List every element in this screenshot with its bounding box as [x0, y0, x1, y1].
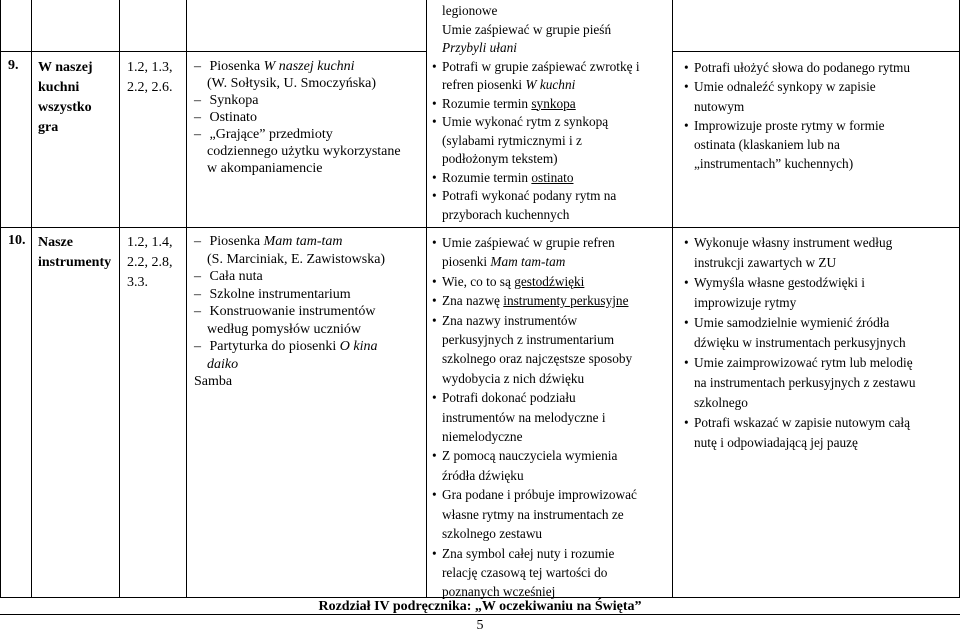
text-run: poznanych wcześniej: [442, 584, 556, 600]
text-run: Z pomocą nauczyciela wymienia: [442, 448, 618, 464]
lesson-content: [194, 58, 401, 177]
text-run: Przybyli ułani: [442, 40, 517, 55]
text-line: [194, 126, 401, 143]
lesson-title-line: Nasze: [38, 235, 73, 250]
text-run: źródła dźwięku: [442, 467, 524, 483]
text-run: Improwizuje proste rytmy w formie: [694, 117, 885, 133]
bullet-marker: •: [684, 355, 689, 370]
text-line: [432, 169, 640, 188]
text-line: [684, 293, 916, 313]
bullet-marker: •: [684, 60, 689, 75]
text-run: refren piosenki: [442, 77, 526, 92]
text-run: Gra podane i próbuje improwizować: [442, 487, 637, 503]
lesson-title-line: gra: [38, 120, 59, 135]
text-line: [432, 446, 637, 465]
text-run: Potrafi dokonać podziału: [442, 390, 576, 406]
text-run: codziennego użytku wykorzystane: [207, 144, 401, 159]
text-run: daiko: [207, 356, 239, 372]
text-line: [194, 58, 401, 75]
text-run: Potrafi w grupie zaśpiewać zwrotkę i: [442, 58, 640, 74]
text-run: (S. Marciniak, E. Zawistowska): [207, 251, 386, 267]
text-run: podłożonym tekstem): [442, 151, 558, 166]
lesson-title-line: wszystko: [38, 100, 92, 115]
lesson-title: [38, 58, 93, 138]
lesson-title-line: instrumenty: [38, 255, 112, 270]
text-run: Umie wykonać rytm z synkopą: [442, 114, 609, 129]
text-run: (sylabami rytmicznymi i z: [442, 132, 582, 148]
row-divider-extended-header: [672, 51, 960, 52]
curriculum-code-line: 3.3.: [127, 275, 148, 290]
text-run: Umie samodzielnie wymienić źródła: [694, 315, 890, 330]
text-run: O kina: [339, 339, 378, 354]
text-run: Wykonuje własny instrument według: [694, 235, 893, 250]
text-line: [684, 233, 916, 253]
text-line: [432, 408, 637, 427]
dash-marker: –: [194, 110, 201, 125]
text-run: „instrumentach” kuchennych): [694, 156, 854, 172]
dash-marker: –: [194, 339, 201, 354]
bullet-marker: •: [432, 390, 437, 406]
text-line: [432, 76, 640, 95]
text-run: Mam tam-tam: [263, 234, 343, 249]
text-run: Wymyśla własne gestodźwięki i: [694, 275, 865, 290]
bullet-marker: •: [432, 545, 437, 561]
text-line: [194, 321, 385, 339]
column-divider-2: [119, 0, 120, 598]
curriculum-code-line: 1.2, 1.4,: [127, 235, 173, 250]
text-line: [684, 253, 916, 273]
text-run: ostinata (klaskaniem lub na: [694, 137, 840, 153]
text-line: [432, 563, 637, 582]
text-line: [194, 373, 385, 391]
text-line: [684, 413, 916, 433]
bullet-marker: •: [432, 312, 437, 328]
dash-marker: –: [194, 269, 201, 284]
text-run: relację czasową tej wartości do: [442, 564, 608, 580]
bullet-marker: •: [684, 79, 689, 95]
text-line: [194, 143, 401, 160]
text-line: [684, 393, 916, 413]
dash-marker: –: [194, 304, 201, 319]
text-run: ostinato: [531, 169, 574, 185]
text-run: piosenki: [442, 254, 491, 270]
text-line: [432, 291, 637, 310]
curriculum-code-line: 2.2, 2.6.: [127, 80, 173, 95]
text-run: szkolnego oraz najczęstsze sposoby: [442, 351, 633, 367]
text-line: [432, 427, 637, 446]
text-line: [432, 58, 640, 77]
bullet-marker: •: [432, 95, 437, 111]
text-line: [432, 21, 640, 40]
text-line: [684, 77, 910, 96]
dash-marker: –: [194, 59, 201, 74]
text-line: [684, 273, 916, 293]
text-run: Potrafi ułożyć słowa do podanego rytmu: [694, 60, 911, 75]
lesson-title-line: W naszej: [38, 60, 93, 75]
extended-requirements: [684, 58, 910, 174]
text-line: [194, 160, 401, 177]
text-line: [432, 544, 637, 563]
text-line: [684, 433, 916, 453]
bullet-marker: •: [432, 114, 437, 129]
text-run: Zna symbol całej nuty i rozumie: [442, 545, 615, 561]
lesson-number-text: 9.: [8, 58, 19, 73]
text-line: [684, 154, 910, 173]
text-run: synkopa: [531, 95, 576, 111]
text-line: [432, 466, 637, 485]
text-run: własne rytmy na instrumentach ze: [442, 506, 624, 522]
text-run: w akompaniamencie: [207, 161, 323, 176]
text-line: [432, 311, 637, 330]
row-divider-header: [0, 51, 426, 52]
bullet-marker: •: [432, 273, 437, 289]
text-run: (W. Sołtysik, U. Smoczyńska): [207, 76, 377, 91]
text-line: [432, 505, 637, 524]
text-line: [194, 356, 385, 374]
page-number-text: 5: [476, 618, 484, 633]
lesson-content: [194, 233, 385, 391]
text-line: [432, 206, 640, 225]
text-line: [432, 349, 637, 368]
text-run: gestodźwięki: [514, 273, 585, 289]
lesson-number: [8, 233, 26, 249]
text-line: [194, 286, 385, 304]
text-run: W naszej kuchni: [263, 59, 355, 74]
basic-requirements: [432, 2, 640, 224]
text-run: „Grające” przedmioty: [209, 127, 333, 142]
text-run: przyborach kuchennych: [442, 206, 570, 222]
text-line: [432, 39, 640, 58]
text-line: [432, 150, 640, 169]
basic-requirements: [432, 233, 637, 602]
text-run: Umie zaśpiewać w grupie pieśń: [442, 21, 612, 37]
text-run: Zna nazwę: [442, 293, 504, 309]
lesson-title-line: kuchni: [38, 80, 80, 95]
row-divider-9-10: [0, 227, 960, 228]
chapter-heading: [0, 598, 960, 615]
text-run: Wie, co to są: [442, 273, 515, 289]
bullet-marker: •: [684, 275, 689, 290]
text-run: Cała nuta: [209, 269, 263, 284]
text-line: [432, 330, 637, 349]
text-run: Piosenka: [209, 234, 264, 249]
bullet-marker: •: [684, 415, 689, 430]
text-run: dźwięku w instrumentach perkusyjnych: [694, 335, 906, 350]
text-run: szkolnego: [694, 395, 748, 410]
bullet-marker: •: [432, 448, 437, 464]
text-line: [684, 313, 916, 333]
text-run: Rozumie termin: [442, 169, 532, 185]
text-line: [194, 233, 385, 251]
text-run: szkolnego zestawu: [442, 526, 543, 542]
text-run: W kuchni: [525, 77, 576, 92]
dash-marker: –: [194, 127, 201, 142]
text-run: Piosenka: [209, 59, 264, 74]
text-run: instrukcji zawartych w ZU: [694, 255, 837, 270]
text-run: Umie zaśpiewać w grupie refren: [442, 235, 615, 250]
text-run: Konstruowanie instrumentów: [209, 304, 376, 319]
text-line: [432, 233, 637, 252]
text-line: [194, 268, 385, 286]
text-line: [432, 388, 637, 407]
text-line: [684, 97, 910, 116]
text-line: [432, 485, 637, 504]
text-line: [432, 132, 640, 151]
bullet-marker: •: [432, 188, 437, 203]
text-run: na instrumentach perkusyjnych z zestawu: [694, 375, 916, 390]
text-run: Samba: [194, 374, 233, 389]
lesson-number-text: 10.: [8, 233, 26, 248]
text-line: [684, 353, 916, 373]
curriculum-codes: [127, 233, 173, 293]
text-line: [194, 92, 401, 109]
text-line: [432, 187, 640, 206]
text-line: [684, 373, 916, 393]
text-run: Partyturka do piosenki: [209, 339, 340, 354]
text-run: Umie odnaleźć synkopy w zapisie: [694, 79, 876, 95]
text-run: instrumenty perkusyjne: [503, 293, 629, 309]
table-border-left: [0, 0, 1, 598]
curriculum-code-line: 2.2, 2.8,: [127, 255, 173, 270]
text-line: [432, 95, 640, 114]
bullet-marker: •: [432, 169, 437, 185]
column-divider-3: [186, 0, 187, 598]
text-line: [432, 369, 637, 388]
chapter-heading-text: Rozdział IV podręcznika: „W oczekiwaniu na Święta”: [318, 599, 642, 614]
text-run: wydobycia z nich dźwięku: [442, 370, 585, 386]
bullet-marker: •: [684, 117, 689, 133]
text-line: [432, 272, 637, 291]
dash-marker: –: [194, 286, 201, 302]
text-run: Potrafi wykonać podany rytm na: [442, 188, 617, 203]
extended-requirements: [684, 233, 916, 453]
text-line: [684, 333, 916, 353]
lesson-number: [8, 58, 19, 74]
text-run: legionowe: [442, 3, 498, 18]
text-line: [194, 75, 401, 92]
text-line: [194, 338, 385, 356]
text-line: [684, 135, 910, 154]
dash-marker: –: [194, 93, 201, 108]
text-line: [194, 303, 385, 321]
text-line: [194, 109, 401, 126]
bullet-marker: •: [432, 293, 437, 309]
column-divider-4: [426, 0, 427, 598]
text-line: [432, 252, 637, 271]
text-run: instrumentów na melodyczne i: [442, 409, 606, 425]
text-run: Rozumie termin: [442, 95, 532, 111]
bullet-marker: •: [432, 235, 437, 250]
text-run: Ostinato: [209, 110, 257, 125]
text-line: [684, 116, 910, 135]
text-run: Potrafi wskazać w zapisie nutowym całą: [694, 415, 910, 430]
text-run: według pomysłów uczniów: [207, 321, 361, 337]
bullet-marker: •: [684, 315, 689, 330]
bullet-marker: •: [432, 487, 437, 503]
curriculum-codes: [127, 58, 173, 98]
dash-marker: –: [194, 234, 201, 249]
column-divider-5: [672, 0, 673, 598]
page-number: [0, 618, 960, 634]
text-run: Mam tam-tam: [490, 254, 566, 270]
text-line: [194, 251, 385, 269]
bullet-marker: •: [684, 235, 689, 250]
text-line: [432, 113, 640, 132]
text-run: Szkolne instrumentarium: [209, 286, 351, 302]
lesson-title: [38, 233, 111, 273]
text-run: Zna nazwy instrumentów: [442, 312, 578, 328]
text-run: perkusyjnych z instrumentarium: [442, 332, 615, 348]
column-divider-1: [31, 0, 32, 598]
text-run: nutowym: [694, 98, 745, 114]
curriculum-code-line: 1.2, 1.3,: [127, 60, 173, 75]
text-run: niemelodyczne: [442, 429, 523, 445]
text-line: [432, 2, 640, 21]
text-run: Umie zaimprowizować rytm lub melodię: [694, 355, 913, 370]
text-run: nutę i odpowiadającą jej pauzę: [694, 435, 858, 450]
bullet-marker: •: [432, 58, 437, 74]
text-line: [684, 58, 910, 77]
text-line: [432, 524, 637, 543]
text-run: Synkopa: [209, 93, 259, 108]
text-run: improwizuje rytmy: [694, 295, 797, 310]
